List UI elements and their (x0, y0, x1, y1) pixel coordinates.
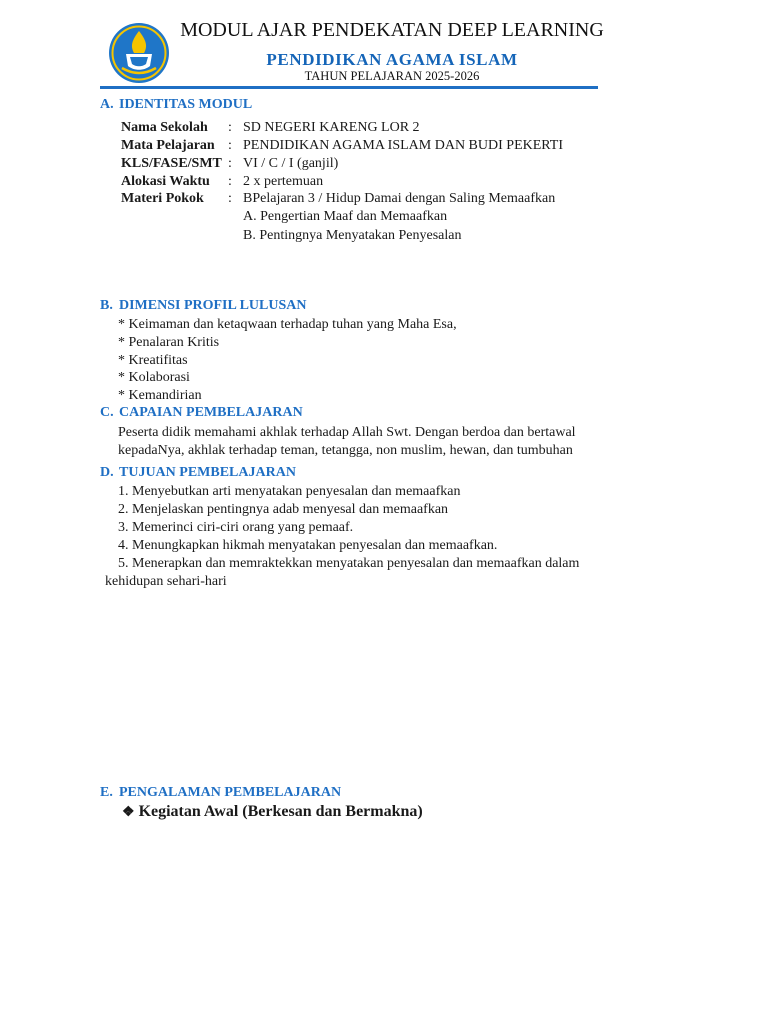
identity-key: Alokasi Waktu (121, 174, 210, 189)
section-b-heading (100, 298, 306, 314)
profile-item: * Kolaborasi (118, 370, 190, 385)
section-e-title: PENGALAMAN PEMBELAJARAN (119, 785, 342, 800)
identity-key: Nama Sekolah (121, 120, 208, 135)
tut-wuri-handayani-logo (108, 22, 170, 84)
identity-value: BPelajaran 3 / Hidup Damai dengan Saling Memaafkan (243, 191, 556, 206)
identity-colon: : (228, 120, 232, 135)
profile-item: * Kreatifitas (118, 353, 188, 368)
section-d-title: TUJUAN PEMBELAJARAN (119, 465, 296, 480)
identity-key: KLS/FASE/SMT (121, 156, 222, 171)
profile-item: * Kemandirian (118, 388, 202, 403)
identity-colon: : (228, 156, 232, 171)
section-e-letter: E. (100, 785, 113, 800)
subject-title: PENDIDIKAN AGAMA ISLAM (266, 50, 518, 69)
objective-item-continuation: kehidupan sehari-hari (105, 574, 227, 589)
identity-value: 2 x pertemuan (243, 174, 324, 189)
academic-year: TAHUN PELAJARAN 2025-2026 (304, 69, 480, 83)
diamond-bullet-icon: ❖ (122, 805, 135, 820)
section-d-letter: D. (100, 465, 114, 480)
objective-item: 2. Menjelaskan pentingnya adab menyesal dan memaafkan (118, 502, 449, 517)
objective-item: 4. Menungkapkan hikmah menyatakan penyesalan dan memaafkan. (118, 538, 498, 553)
section-a-letter: A. (100, 97, 114, 112)
profile-item: * Penalaran Kritis (118, 335, 220, 350)
activity-item (122, 803, 423, 821)
objective-item: 5. Menerapkan dan memraktekkan menyatakan penyesalan dan memaafkan dalam (118, 556, 580, 571)
identity-colon: : (228, 138, 232, 153)
identity-colon: : (228, 174, 232, 189)
section-a-heading (100, 97, 252, 113)
learning-outcome-line: kepadaNya, akhlak terhadap teman, tetangga, non muslim, hewan, dan tumbuhan (118, 443, 573, 458)
section-c-letter: C. (100, 405, 114, 420)
section-b-title: DIMENSI PROFIL LULUSAN (119, 298, 307, 313)
section-c-title: CAPAIAN PEMBELAJARAN (119, 405, 303, 420)
learning-outcome-line: Peserta didik memahami akhlak terhadap Allah Swt. Dengan berdoa dan bertawal (118, 425, 576, 440)
objective-item: 1. Menyebutkan arti menyatakan penyesalan dan memaafkan (118, 484, 461, 499)
section-e-heading (100, 785, 341, 801)
section-a-title: IDENTITAS MODUL (119, 97, 253, 112)
identity-value: PENDIDIKAN AGAMA ISLAM DAN BUDI PEKERTI (243, 138, 563, 153)
document-title: MODUL AJAR PENDEKATAN DEEP LEARNING (180, 19, 604, 41)
identity-key: Mata Pelajaran (121, 138, 215, 153)
header-divider (100, 86, 598, 89)
section-c-heading (100, 405, 303, 421)
identity-colon: : (228, 191, 232, 206)
activity-item-text: Kegiatan Awal (Berkesan dan Bermakna) (138, 803, 423, 820)
identity-value: SD NEGERI KARENG LOR 2 (243, 120, 420, 135)
section-d-heading (100, 465, 296, 481)
profile-item: * Keimaman dan ketaqwaan terhadap tuhan yang Maha Esa, (118, 317, 457, 332)
material-sub-item-text: B. Pentingnya Menyatakan Penyesalan (243, 228, 462, 243)
identity-key: Materi Pokok (121, 191, 204, 206)
material-sub-item-text: A. Pengertian Maaf dan Memaafkan (243, 209, 448, 224)
section-b-letter: B. (100, 298, 113, 313)
identity-value: VI / C / I (ganjil) (243, 156, 339, 171)
objective-item: 3. Memerinci ciri-ciri orang yang pemaaf. (118, 520, 354, 535)
